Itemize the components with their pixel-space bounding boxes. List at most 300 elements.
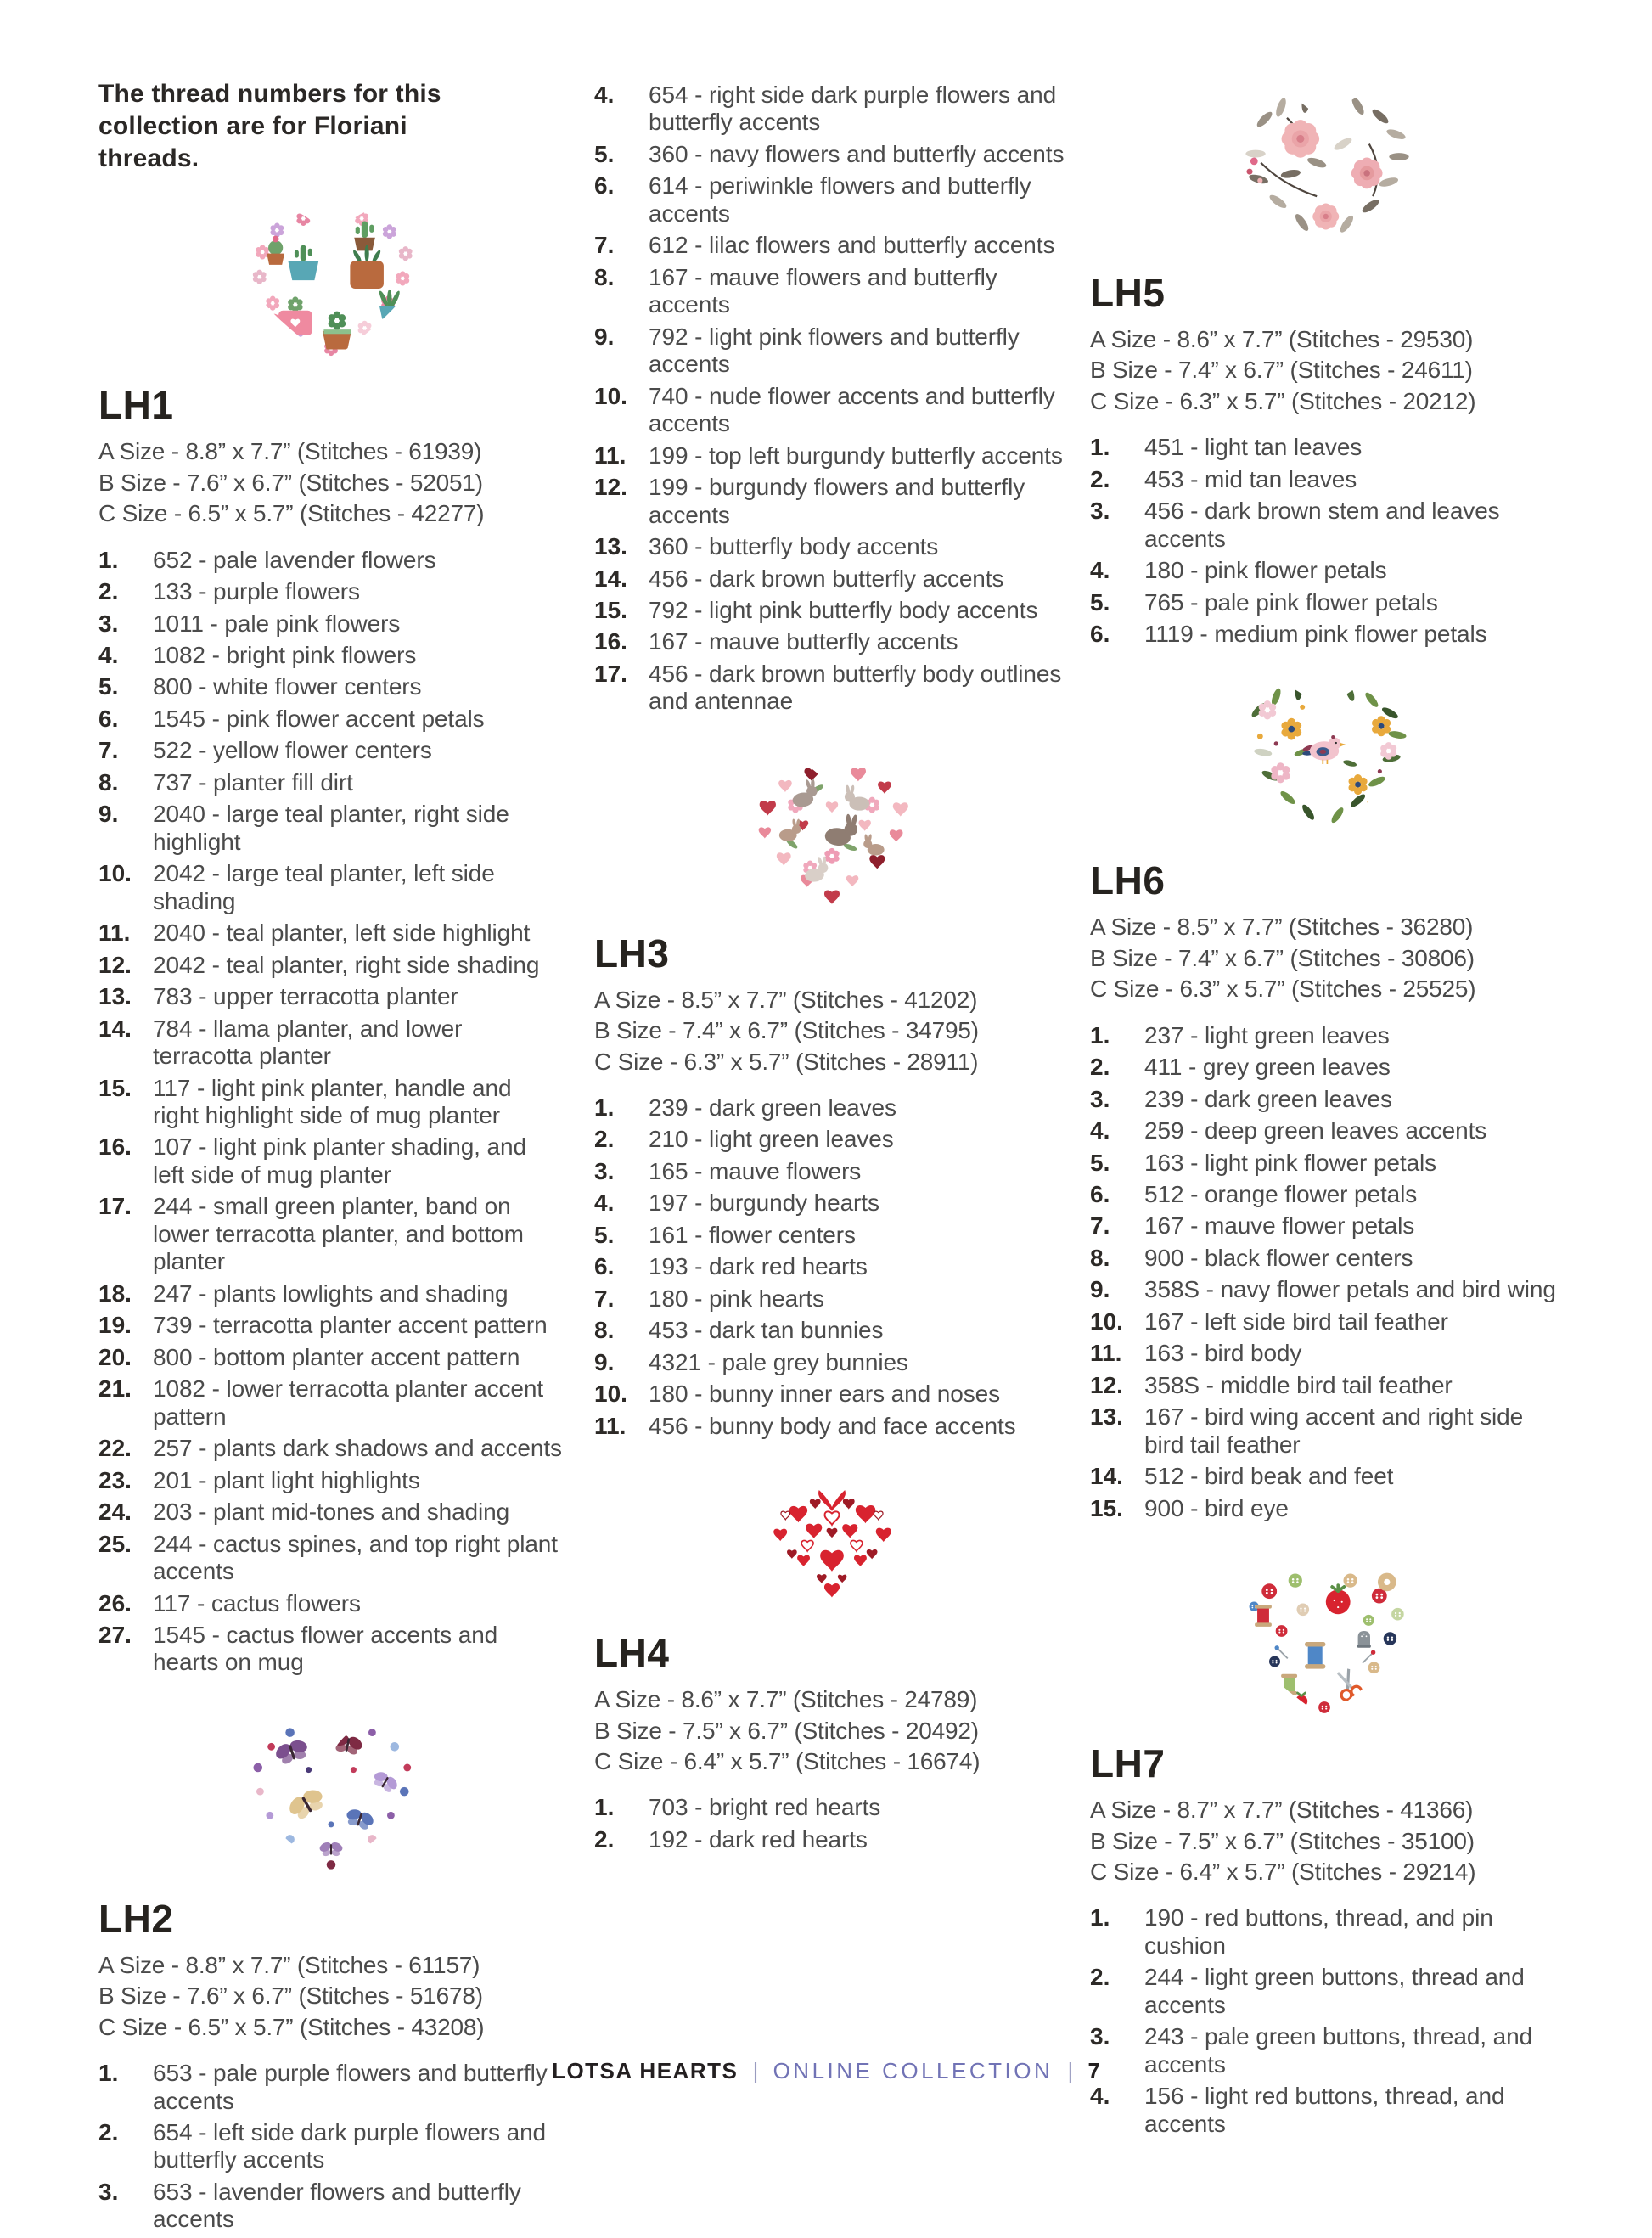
thread-desc: 512 - orange flower petals — [1144, 1180, 1418, 1207]
design-lh2-heading: LH2 — [98, 1896, 174, 1941]
thread-desc: 456 - dark brown stem and leaves accents — [1144, 498, 1500, 552]
thread-desc: 210 - light green leaves — [649, 1126, 894, 1153]
thread-number: 3. — [1090, 2023, 1110, 2050]
column-right — [1090, 0, 1559, 2142]
thread-number: 13. — [1090, 1403, 1123, 1431]
thread-desc: 784 - llama planter, and lower terracotta planter — [153, 1015, 463, 1070]
thread-number: 2. — [1090, 1054, 1110, 1081]
size-line: C Size - 6.4” x 5.7” (Stitches - 16674) — [594, 1747, 981, 1774]
thread-desc: 654 - right side dark purple flowers and butterfly accents — [649, 82, 1057, 136]
design-lh1-thread-list — [98, 547, 564, 1677]
design-lh5-thread-list — [1090, 434, 1559, 648]
design-lh1-sizes — [98, 436, 564, 529]
lh5-heart-image — [1090, 73, 1559, 260]
thread-desc: 193 - dark red hearts — [649, 1253, 868, 1280]
thread-number: 5. — [1090, 588, 1110, 616]
thread-desc: 1082 - bright pink flowers — [153, 641, 417, 668]
thread-item — [594, 628, 1070, 655]
thread-desc: 614 - periwinkle flowers and butterfly accents — [649, 172, 1031, 227]
thread-desc: 199 - burgundy flowers and butterfly accents — [649, 474, 1025, 528]
thread-number: 7. — [98, 737, 119, 764]
thread-item — [98, 1075, 564, 1130]
thread-desc: 239 - dark green leaves — [649, 1094, 896, 1122]
thread-desc: 203 - plant mid-tones and shading — [153, 1499, 510, 1526]
thread-number: 8. — [594, 263, 615, 290]
design-lh4-sizes — [594, 1684, 1070, 1777]
thread-desc: 201 - plant light highlights — [153, 1466, 420, 1493]
thread-number: 4. — [1090, 557, 1110, 584]
thread-item — [1090, 1054, 1559, 1081]
thread-item — [1090, 1964, 1559, 2019]
thread-number: 12. — [1090, 1371, 1123, 1398]
thread-item — [594, 1285, 1070, 1313]
design-lh4-heading: LH4 — [594, 1631, 670, 1676]
thread-desc: 456 - dark brown butterfly accents — [649, 565, 1004, 592]
thread-desc: 167 - mauve flower petals — [1144, 1212, 1415, 1240]
thread-item — [98, 860, 564, 915]
thread-item — [594, 1826, 1070, 1853]
footer-collection-label: ONLINE COLLECTION — [773, 2058, 1054, 2083]
thread-item — [98, 547, 564, 574]
design-lh7-thread-list — [1090, 1904, 1559, 2138]
thread-item — [594, 1094, 1070, 1122]
thread-number: 9. — [98, 801, 119, 828]
bunnies-heart-illustration — [722, 738, 941, 920]
thread-desc: 4321 - pale grey bunnies — [649, 1348, 908, 1375]
thread-item — [98, 801, 564, 856]
thread-number: 1. — [1090, 1904, 1110, 1932]
size-line: B Size - 7.4” x 6.7” (Stitches - 24611) — [1090, 357, 1473, 384]
thread-number: 4. — [1090, 1117, 1110, 1144]
thread-number: 5. — [98, 673, 119, 700]
thread-item — [1090, 1181, 1559, 1208]
thread-desc: 358S - navy flower petals and bird wing — [1144, 1276, 1556, 1303]
thread-desc: 522 - yellow flower centers — [153, 737, 432, 764]
thread-item — [1090, 589, 1559, 616]
thread-desc: 792 - light pink butterfly body accents — [649, 596, 1038, 623]
size-line: A Size - 8.6” x 7.7” (Stitches - 29530) — [1090, 326, 1474, 352]
footer-divider: | — [752, 2058, 759, 2083]
thread-desc: 1545 - cactus flower accents and hearts on mug — [153, 1621, 498, 1676]
thread-number: 12. — [594, 474, 627, 501]
thread-desc: 360 - navy flowers and butterfly accents — [649, 140, 1065, 167]
intro-text: The thread numbers for this collection are for Floriani threads. — [98, 80, 441, 172]
thread-item — [1090, 1022, 1559, 1049]
design-lh7-sizes — [1090, 1795, 1559, 1887]
thread-desc: 783 - upper terracotta planter — [153, 983, 458, 1010]
thread-number: 3. — [594, 1157, 615, 1184]
thread-number: 15. — [1090, 1494, 1123, 1521]
thread-item — [594, 1317, 1070, 1344]
design-lh5-heading: LH5 — [1090, 271, 1166, 315]
thread-number: 13. — [594, 533, 627, 560]
size-line: A Size - 8.6” x 7.7” (Stitches - 24789) — [594, 1686, 978, 1713]
thread-number: 16. — [594, 628, 627, 655]
thread-desc: 180 - bunny inner ears and noses — [649, 1380, 1000, 1408]
thread-number: 9. — [594, 323, 615, 350]
thread-item — [1090, 1276, 1559, 1303]
thread-item — [1090, 1086, 1559, 1113]
thread-number: 1. — [594, 1094, 615, 1122]
thread-item — [1090, 621, 1559, 648]
thread-desc: 163 - bird body — [1144, 1340, 1302, 1367]
thread-desc: 512 - bird beak and feet — [1144, 1463, 1394, 1490]
thread-number: 6. — [594, 1253, 615, 1280]
thread-desc: 190 - red buttons, thread, and pin cushion — [1144, 1904, 1493, 1959]
thread-number: 2. — [1090, 1964, 1110, 1991]
thread-item — [98, 578, 564, 605]
size-line: B Size - 7.4” x 6.7” (Stitches - 30806) — [1090, 944, 1475, 971]
thread-desc: 792 - light pink flowers and butterfly accents — [649, 323, 1020, 378]
thread-item — [594, 383, 1070, 438]
thread-number: 4. — [594, 1189, 615, 1217]
thread-item — [98, 983, 564, 1010]
thread-desc: 800 - white flower centers — [153, 673, 422, 700]
thread-number: 10. — [1090, 1307, 1123, 1335]
thread-desc: 2040 - teal planter, left side highlight — [153, 919, 531, 947]
size-line: C Size - 6.5” x 5.7” (Stitches - 42277) — [98, 500, 485, 527]
thread-number: 10. — [594, 382, 627, 409]
thread-desc: 165 - mauve flowers — [649, 1157, 862, 1184]
thread-item — [98, 1015, 564, 1071]
thread-desc: 2042 - teal planter, right side shading — [153, 951, 540, 978]
size-line: B Size - 7.5” x 6.7” (Stitches - 35100) — [1090, 1827, 1475, 1854]
thread-number: 1. — [1090, 1021, 1110, 1049]
red-hearts-heart-illustration — [735, 1459, 929, 1620]
thread-desc: 612 - lilac flowers and butterfly accents — [649, 232, 1055, 259]
thread-desc: 117 - light pink planter, handle and right highlight side of mug planter — [153, 1074, 512, 1128]
thread-item — [1090, 1403, 1559, 1459]
thread-desc: 133 - purple flowers — [153, 578, 360, 605]
pink-flowers-heart-illustration — [1212, 73, 1436, 260]
size-line: A Size - 8.7” x 7.7” (Stitches - 41366) — [1090, 1797, 1474, 1824]
size-line: C Size - 6.3” x 5.7” (Stitches - 25525) — [1090, 976, 1476, 1003]
thread-number: 14. — [1090, 1463, 1123, 1490]
size-line: C Size - 6.4” x 5.7” (Stitches - 29214) — [1090, 1858, 1476, 1885]
design-lh2-sizes — [98, 1950, 564, 2043]
thread-item — [98, 1375, 564, 1431]
thread-desc: 237 - light green leaves — [1144, 1021, 1390, 1049]
thread-number: 11. — [594, 1412, 627, 1439]
thread-desc: 453 - dark tan bunnies — [649, 1317, 884, 1344]
thread-item — [594, 533, 1070, 560]
footer-brand: LOTSA HEARTS — [552, 2058, 739, 2083]
lh1-heart-image — [98, 189, 564, 372]
design-lh1-heading: LH1 — [98, 383, 174, 428]
design-lh6-thread-list — [1090, 1022, 1559, 1523]
design-lh3-sizes — [594, 985, 1070, 1077]
thread-desc: 192 - dark red hearts — [649, 1825, 868, 1853]
thread-number: 18. — [98, 1279, 132, 1307]
thread-desc: 411 - grey green leaves — [1144, 1054, 1391, 1081]
thread-number: 4. — [594, 82, 615, 108]
lh4-heart-image — [594, 1459, 1070, 1620]
thread-item — [594, 661, 1070, 716]
thread-number: 23. — [98, 1466, 132, 1493]
thread-item — [98, 1622, 564, 1677]
thread-number: 10. — [594, 1380, 627, 1408]
column-left — [98, 0, 564, 2238]
thread-item — [1090, 1372, 1559, 1399]
design-lh5-sizes — [1090, 324, 1559, 417]
thread-desc: 197 - burgundy hearts — [649, 1189, 879, 1217]
design-lh7-heading: LH7 — [1090, 1741, 1166, 1786]
thread-number: 17. — [594, 660, 627, 687]
thread-desc: 456 - bunny body and face accents — [649, 1412, 1016, 1439]
thread-number: 6. — [1090, 1180, 1110, 1207]
thread-desc: 257 - plants dark shadows and accents — [153, 1435, 562, 1462]
thread-item — [594, 597, 1070, 624]
thread-number: 5. — [594, 140, 615, 167]
thread-number: 1. — [98, 2060, 119, 2087]
thread-number: 24. — [98, 1499, 132, 1526]
thread-number: 27. — [98, 1621, 132, 1648]
thread-item — [98, 1193, 564, 1275]
thread-item — [98, 1133, 564, 1189]
thread-number: 1. — [98, 546, 119, 573]
design-lh2-thread-list-part1 — [98, 2060, 564, 2234]
thread-item — [1090, 1245, 1559, 1272]
thread-item — [594, 565, 1070, 593]
thread-item — [98, 919, 564, 947]
thread-number: 9. — [594, 1348, 615, 1375]
thread-item — [1090, 2083, 1559, 2138]
thread-item — [1090, 1117, 1559, 1144]
thread-item — [594, 1253, 1070, 1280]
thread-number: 7. — [594, 232, 615, 259]
thread-item — [594, 264, 1070, 319]
thread-item — [1090, 434, 1559, 461]
thread-item — [594, 442, 1070, 470]
thread-desc: 653 - lavender flowers and butterfly accents — [153, 2178, 521, 2233]
thread-item — [1090, 466, 1559, 493]
thread-desc: 451 - light tan leaves — [1144, 434, 1363, 461]
lh3-heart-image — [594, 738, 1070, 920]
sewing-notions-heart-illustration — [1210, 1539, 1439, 1730]
thread-item — [98, 2179, 564, 2234]
thread-desc: 199 - top left burgundy butterfly accents — [649, 441, 1063, 469]
thread-item — [98, 769, 564, 796]
thread-number: 9. — [1090, 1276, 1110, 1303]
thread-desc: 117 - cactus flowers — [153, 1589, 361, 1617]
thread-desc: 739 - terracotta planter accent pattern — [153, 1312, 548, 1339]
thread-number: 11. — [1090, 1340, 1122, 1367]
thread-number: 3. — [98, 610, 119, 637]
thread-number: 10. — [98, 860, 132, 887]
thread-item — [594, 474, 1070, 529]
thread-desc: 1082 - lower terracotta planter accent pattern — [153, 1375, 544, 1430]
thread-number: 7. — [594, 1285, 615, 1312]
thread-desc: 653 - pale purple flowers and butterfly accents — [153, 2060, 548, 2114]
thread-desc: 167 - bird wing accent and right side bird tail feather — [1144, 1403, 1524, 1458]
thread-number: 6. — [1090, 620, 1110, 647]
design-lh2-thread-list-part2 — [594, 82, 1070, 716]
thread-item — [98, 952, 564, 979]
size-line: B Size - 7.5” x 6.7” (Stitches - 20492) — [594, 1717, 979, 1744]
thread-desc: 259 - deep green leaves accents — [1144, 1117, 1487, 1144]
thread-desc: 1011 - pale pink flowers — [153, 610, 401, 637]
thread-number: 8. — [1090, 1244, 1110, 1271]
footer-page-number: 7 — [1087, 2058, 1100, 2083]
thread-number: 22. — [98, 1435, 132, 1462]
thread-number: 6. — [594, 172, 615, 200]
thread-desc: 900 - black flower centers — [1144, 1244, 1413, 1271]
thread-item — [594, 1222, 1070, 1249]
thread-desc: 161 - flower centers — [649, 1221, 856, 1248]
thread-item — [1090, 557, 1559, 584]
thread-item — [98, 1344, 564, 1371]
thread-number: 5. — [1090, 1149, 1110, 1176]
thread-number: 17. — [98, 1193, 132, 1220]
thread-item — [594, 1794, 1070, 1821]
thread-item — [98, 1467, 564, 1494]
size-line: B Size - 7.6” x 6.7” (Stitches - 52051) — [98, 469, 483, 496]
thread-number: 20. — [98, 1343, 132, 1370]
lh2-heart-image — [98, 1699, 564, 1886]
thread-desc: 247 - plants lowlights and shading — [153, 1279, 509, 1307]
lh7-heart-image — [1090, 1539, 1559, 1730]
thread-desc: 703 - bright red hearts — [649, 1794, 881, 1821]
thread-number: 13. — [98, 983, 132, 1010]
thread-item — [1090, 1904, 1559, 1960]
page-footer — [0, 2058, 1652, 2084]
size-line: B Size - 7.4” x 6.7” (Stitches - 34795) — [594, 1017, 979, 1044]
thread-item — [1090, 1463, 1559, 1490]
design-lh4-thread-list — [594, 1794, 1070, 1853]
thread-number: 8. — [594, 1317, 615, 1344]
thread-number: 2. — [98, 2119, 119, 2146]
thread-item — [98, 1280, 564, 1307]
thread-number: 19. — [98, 1312, 132, 1339]
thread-item — [594, 82, 1070, 137]
thread-item — [594, 1189, 1070, 1217]
lh6-heart-image — [1090, 665, 1559, 847]
thread-item — [1090, 1308, 1559, 1335]
thread-desc: 167 - left side bird tail feather — [1144, 1307, 1448, 1335]
thread-number: 4. — [98, 641, 119, 668]
design-lh3-heading: LH3 — [594, 931, 670, 976]
thread-item — [98, 2119, 564, 2174]
thread-number: 3. — [98, 2178, 119, 2205]
thread-desc: 1545 - pink flower accent petals — [153, 705, 485, 732]
thread-item — [594, 1126, 1070, 1153]
thread-item — [1090, 1212, 1559, 1240]
thread-item — [98, 737, 564, 764]
thread-desc: 765 - pale pink flower petals — [1144, 588, 1438, 616]
thread-desc: 456 - dark brown butterfly body outlines and antennae — [649, 660, 1062, 715]
thread-item — [98, 1435, 564, 1462]
thread-number: 3. — [1090, 498, 1110, 525]
thread-desc: 163 - light pink flower petals — [1144, 1149, 1437, 1176]
butterflies-heart-illustration — [219, 1699, 443, 1886]
thread-item — [1090, 1150, 1559, 1177]
thread-desc: 156 - light red buttons, thread, and accents — [1144, 2083, 1505, 2137]
thread-number: 1. — [594, 1794, 615, 1821]
thread-desc: 167 - mauve flowers and butterfly accents — [649, 263, 997, 318]
thread-desc: 244 - light green buttons, thread and accents — [1144, 1964, 1525, 2018]
thread-number: 26. — [98, 1589, 132, 1617]
thread-item — [98, 1312, 564, 1339]
thread-number: 2. — [594, 1825, 615, 1853]
thread-item — [1090, 498, 1559, 553]
design-lh6-sizes — [1090, 912, 1559, 1004]
thread-desc: 180 - pink hearts — [649, 1285, 824, 1312]
thread-desc: 800 - bottom planter accent pattern — [153, 1343, 520, 1370]
thread-number: 3. — [1090, 1085, 1110, 1112]
thread-number: 4. — [1090, 2083, 1110, 2110]
thread-desc: 360 - butterfly body accents — [649, 533, 939, 560]
thread-number: 16. — [98, 1133, 132, 1161]
thread-item — [594, 1413, 1070, 1440]
thread-item — [98, 610, 564, 638]
thread-number: 15. — [98, 1074, 132, 1101]
thread-desc: 167 - mauve butterfly accents — [649, 628, 958, 655]
design-lh6-heading: LH6 — [1090, 858, 1166, 903]
thread-desc: 107 - light pink planter shading, and left side of mug planter — [153, 1133, 526, 1188]
thread-desc: 652 - pale lavender flowers — [153, 546, 436, 573]
thread-number: 25. — [98, 1530, 132, 1557]
size-line: C Size - 6.5” x 5.7” (Stitches - 43208) — [98, 2013, 485, 2040]
thread-number: 8. — [98, 768, 119, 796]
thread-number: 15. — [594, 596, 627, 623]
thread-number: 6. — [98, 705, 119, 732]
thread-item — [594, 141, 1070, 168]
thread-desc: 358S - middle bird tail feather — [1144, 1371, 1453, 1398]
thread-desc: 244 - cactus spines, and top right plant accents — [153, 1530, 558, 1585]
thread-number: 11. — [594, 441, 627, 469]
thread-item — [98, 642, 564, 669]
size-line: B Size - 7.6” x 6.7” (Stitches - 51678) — [98, 1982, 483, 2010]
footer-divider: | — [1067, 2058, 1074, 2083]
thread-desc: 453 - mid tan leaves — [1144, 465, 1357, 492]
thread-desc: 740 - nude flower accents and butterfly accents — [649, 382, 1055, 437]
thread-number: 1. — [1090, 434, 1110, 461]
thread-desc: 244 - small green planter, band on lower terracotta planter, and bottom planter — [153, 1193, 524, 1275]
thread-number: 12. — [98, 951, 132, 978]
thread-desc: 239 - dark green leaves — [1144, 1085, 1392, 1112]
thread-item — [98, 1499, 564, 1526]
thread-item — [594, 1380, 1070, 1408]
thread-desc: 654 - left side dark purple flowers and butterfly accents — [153, 2119, 547, 2173]
thread-item — [594, 232, 1070, 259]
thread-item — [98, 1590, 564, 1617]
thread-number: 11. — [98, 919, 131, 947]
thread-desc: 243 - pale green buttons, thread, and accents — [1144, 2023, 1533, 2078]
thread-item — [594, 172, 1070, 228]
plants-heart-illustration — [214, 189, 448, 372]
folk-bird-heart-illustration — [1215, 665, 1434, 847]
thread-number: 2. — [1090, 465, 1110, 492]
thread-item — [1090, 1340, 1559, 1367]
thread-item — [98, 673, 564, 700]
thread-number: 5. — [594, 1221, 615, 1248]
size-line: C Size - 6.3” x 5.7” (Stitches - 20212) — [1090, 387, 1476, 414]
size-line: A Size - 8.5” x 7.7” (Stitches - 36280) — [1090, 914, 1474, 941]
thread-desc: 2040 - large teal planter, right side highlight — [153, 801, 509, 855]
size-line: A Size - 8.8” x 7.7” (Stitches - 61157) — [98, 1951, 480, 1978]
column-middle — [594, 0, 1070, 1858]
thread-number: 21. — [98, 1375, 132, 1403]
size-line: C Size - 6.3” x 5.7” (Stitches - 28911) — [594, 1048, 979, 1075]
thread-number: 7. — [1090, 1212, 1110, 1240]
thread-item — [98, 706, 564, 733]
thread-number: 14. — [98, 1015, 132, 1042]
size-line: A Size - 8.8” x 7.7” (Stitches - 61939) — [98, 438, 482, 465]
thread-item — [594, 323, 1070, 379]
thread-number: 2. — [594, 1126, 615, 1153]
thread-item — [1090, 1495, 1559, 1522]
thread-item — [98, 1531, 564, 1586]
